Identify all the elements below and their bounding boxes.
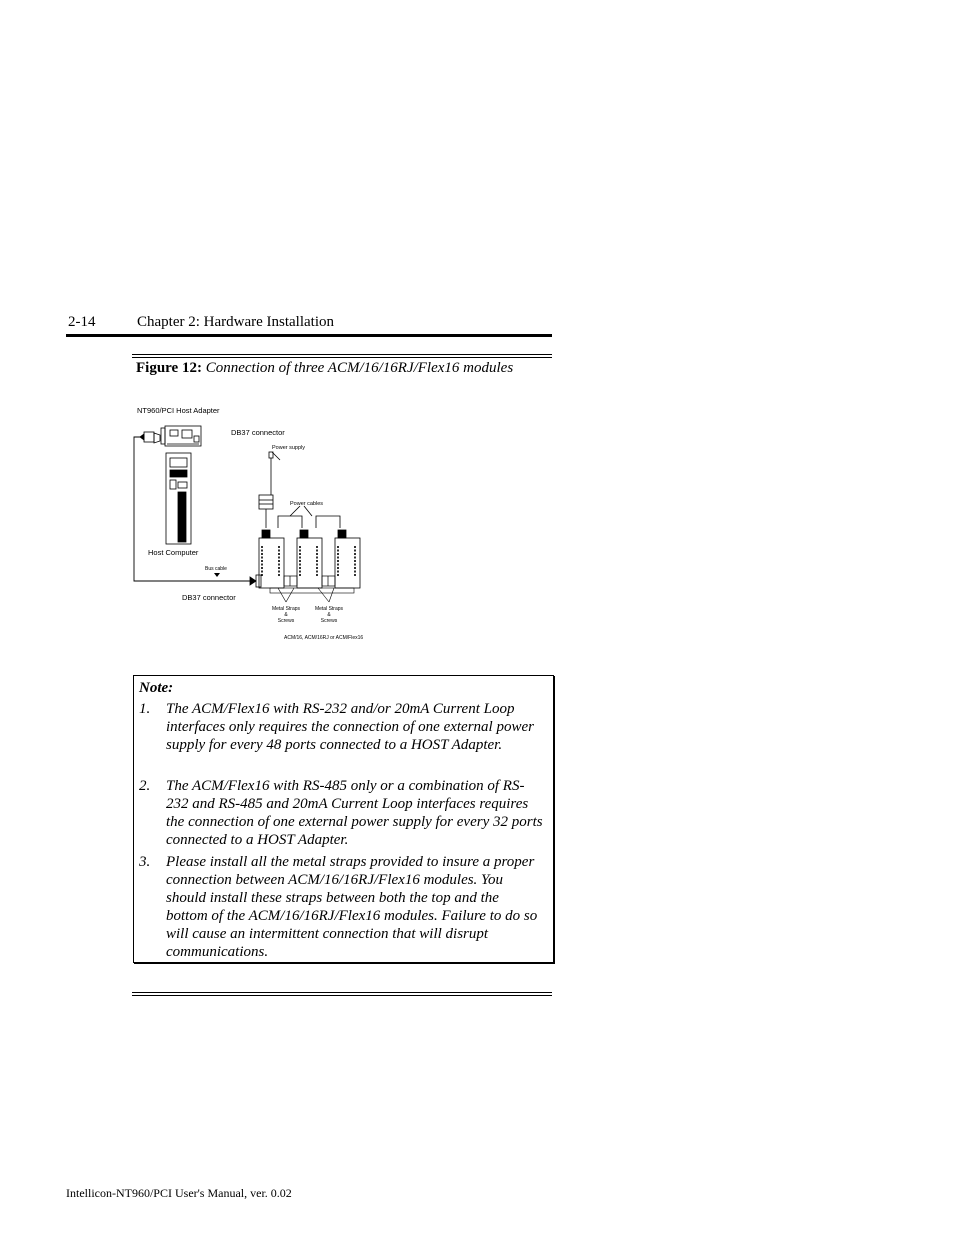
figure-caption <box>136 360 513 377</box>
note-item <box>139 700 544 754</box>
note-item-text: The ACM/Flex16 with RS-232 and/or 20mA Current Loop interfaces only requires the connection of one external power supply for every 48 ports connected to a HOST Adapter. <box>166 701 534 753</box>
label-db37-top: DB37 connector <box>231 428 285 437</box>
gender-changer-2 <box>322 576 335 586</box>
acm-module-3 <box>335 530 360 588</box>
note-item-number: 1. <box>139 701 151 717</box>
note-item <box>139 853 544 961</box>
note-item-number: 2. <box>139 778 151 794</box>
figure-caption-text: Connection of three ACM/16/16RJ/Flex16 modules <box>205 360 514 376</box>
label-screws-1: Screws <box>277 618 295 624</box>
figure-top-rule <box>132 354 552 358</box>
acm-module-2 <box>297 530 322 588</box>
label-host-adapter: NT960/PCI Host Adapter <box>137 406 220 415</box>
chapter-title: Chapter 2: Hardware Installation <box>137 314 335 330</box>
label-amp-1: & <box>284 612 288 618</box>
label-power-supply: Power supply <box>272 445 306 451</box>
note-box <box>133 675 554 963</box>
acm-module-1 <box>259 530 284 588</box>
note-item-text: Please install all the metal straps provided to insure a proper connection between ACM/16/16RJ/Flex16 modules. You should install these straps between both the top and the bottom of the ACM/16/16RJ/Flex16 modules. Failure to do so will cause an intermittent connection that will disrupt communications. <box>166 854 538 960</box>
page-number: 2-14 <box>68 314 96 330</box>
connection-diagram <box>132 400 372 648</box>
gender-changer-1 <box>284 576 297 586</box>
note-title: Note: <box>139 680 174 696</box>
power-supply <box>259 452 280 528</box>
figure-bottom-rule <box>132 992 552 996</box>
bus-cable-arrow-icon <box>214 573 220 577</box>
note-item-number: 3. <box>139 854 151 870</box>
label-db37-bottom: DB37 connector <box>182 593 236 602</box>
label-screws-2: Screws <box>320 618 338 624</box>
power-cables <box>278 506 340 528</box>
adapter-cable-connector <box>140 432 160 443</box>
header-rule <box>66 334 552 337</box>
label-amp-2: & <box>327 612 331 618</box>
label-power-cables: Power cables <box>290 501 324 507</box>
figure-label: Figure 12: <box>136 360 202 376</box>
label-metal-straps-1: Metal Straps <box>271 606 301 612</box>
note-item <box>139 777 544 849</box>
host-adapter-card <box>161 426 201 446</box>
label-bus-cable: Bus cable <box>205 566 227 572</box>
footer-text: Intellicon-NT960/PCI User's Manual, ver. 0.02 <box>66 1186 292 1200</box>
host-computer-tower <box>166 453 191 544</box>
bus-cable <box>134 437 250 581</box>
label-modules: ACM/16, ACM/16RJ or ACM/Flex16 <box>284 635 364 641</box>
label-metal-straps-2: Metal Straps <box>314 606 344 612</box>
note-item-text: The ACM/Flex16 with RS-485 only or a combination of RS-232 and RS-485 and 20mA Current Loop interfaces requires the connection of one external power supply for every 32 ports connected to a HOST Adapter. <box>166 778 543 848</box>
label-host-computer: Host Computer <box>148 548 199 557</box>
metal-strap-pointers <box>270 588 354 602</box>
